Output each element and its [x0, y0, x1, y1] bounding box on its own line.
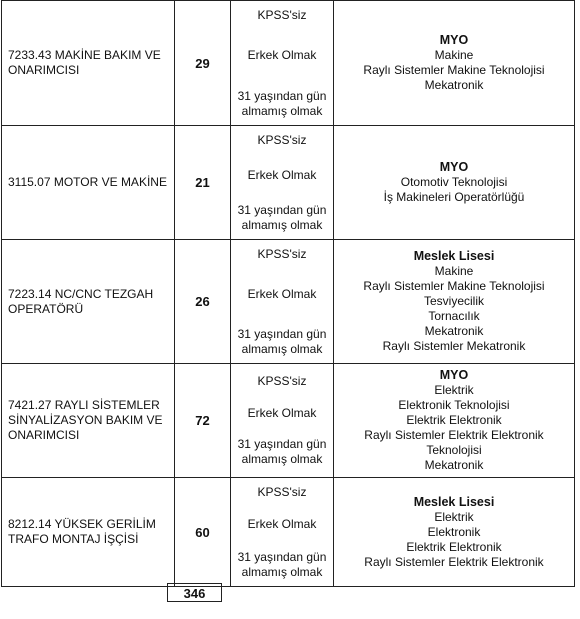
- requirement-age: 31 yaşından gün almamış olmak: [237, 202, 327, 232]
- requirement-kpss: KPSS'siz: [257, 246, 307, 261]
- position-title: 8212.14 YÜKSEK GERİLİM TRAFO MONTAJ İŞÇİSİ: [2, 478, 175, 587]
- table-row: [2, 240, 575, 364]
- requirements-cell: [231, 1, 334, 126]
- table-row: [2, 364, 575, 478]
- education-cell: [334, 126, 575, 240]
- total-count: 346: [167, 583, 222, 602]
- program-item: Raylı Sistemler Elektrik Elektronik: [364, 554, 544, 569]
- position-count: 26: [175, 240, 231, 364]
- program-item: Elektronik: [427, 524, 481, 539]
- position-count: 60: [175, 478, 231, 587]
- education-cell: [334, 240, 575, 364]
- requirements-cell: [231, 126, 334, 240]
- program-item: Otomotiv Teknolojisi: [400, 175, 508, 189]
- requirement-gender: Erkek Olmak: [247, 517, 317, 531]
- program-item: Raylı Sistemler Elektrik Elektronik Teknolojisi: [364, 428, 544, 457]
- program-item: Raylı Sistemler Mekatronik: [382, 339, 526, 353]
- requirement-kpss: KPSS'siz: [257, 132, 307, 147]
- position-count: 72: [175, 364, 231, 478]
- table-row: [2, 478, 575, 587]
- education-level: MYO: [439, 33, 469, 47]
- requirement-age: 31 yaşından gün almamış olmak: [237, 326, 327, 356]
- program-item: Elektrik Elektronik: [406, 539, 502, 554]
- program-item: Raylı Sistemler Makine Teknolojisi: [363, 63, 545, 77]
- education-level: MYO: [439, 160, 469, 174]
- position-title: 7233.43 MAKİNE BAKIM VE ONARIMCISI: [2, 1, 175, 126]
- program-item: Raylı Sistemler Makine Teknolojisi: [363, 279, 545, 293]
- requirements-cell: [231, 240, 334, 364]
- education-cell: [334, 478, 575, 587]
- position-count: 21: [175, 126, 231, 240]
- requirement-gender: Erkek Olmak: [247, 48, 317, 62]
- requirement-kpss: KPSS'siz: [257, 484, 307, 499]
- education-level: Meslek Lisesi: [413, 494, 495, 509]
- program-item: Mekatronik: [424, 324, 484, 338]
- requirement-age: 31 yaşından gün almamış olmak: [237, 437, 327, 466]
- program-item: Makine: [434, 48, 474, 62]
- program-item: Elektrik: [434, 509, 474, 524]
- positions-table: [1, 0, 575, 587]
- position-title: 7223.14 NC/CNC TEZGAH OPERATÖRÜ: [2, 240, 175, 364]
- requirement-age: 31 yaşından gün almamış olmak: [237, 88, 327, 118]
- requirement-gender: Erkek Olmak: [247, 286, 317, 301]
- position-title: 7421.27 RAYLI SİSTEMLER SİNYALİZASYON BAKIM VE ONARIMCISI: [2, 364, 175, 478]
- program-item: Mekatronik: [424, 458, 484, 472]
- position-count: 29: [175, 1, 231, 126]
- table-row: [2, 1, 575, 126]
- requirement-kpss: KPSS'siz: [257, 7, 307, 22]
- requirement-gender: Erkek Olmak: [247, 405, 317, 420]
- education-cell: [334, 1, 575, 126]
- program-item: Makine: [434, 264, 474, 278]
- education-level: Meslek Lisesi: [413, 249, 495, 263]
- program-item: Tornacılık: [428, 309, 480, 323]
- program-item: Mekatronik: [424, 78, 484, 92]
- positions-table-body: [2, 1, 575, 587]
- program-item: İş Makineleri Operatörlüğü: [383, 190, 525, 204]
- education-cell: [334, 364, 575, 478]
- requirement-age: 31 yaşından gün almamış olmak: [237, 549, 327, 579]
- education-level: MYO: [439, 368, 469, 382]
- position-title: 3115.07 MOTOR VE MAKİNE: [2, 126, 175, 240]
- requirement-gender: Erkek Olmak: [247, 167, 317, 182]
- program-item: Elektronik Teknolojisi: [398, 398, 510, 412]
- requirements-cell: [231, 478, 334, 587]
- program-item: Elektrik Elektronik: [406, 413, 502, 427]
- table-row: [2, 126, 575, 240]
- requirement-kpss: KPSS'siz: [257, 374, 307, 388]
- requirements-cell: [231, 364, 334, 478]
- program-item: Elektrik: [434, 383, 474, 397]
- program-item: Tesviyecilik: [423, 294, 484, 308]
